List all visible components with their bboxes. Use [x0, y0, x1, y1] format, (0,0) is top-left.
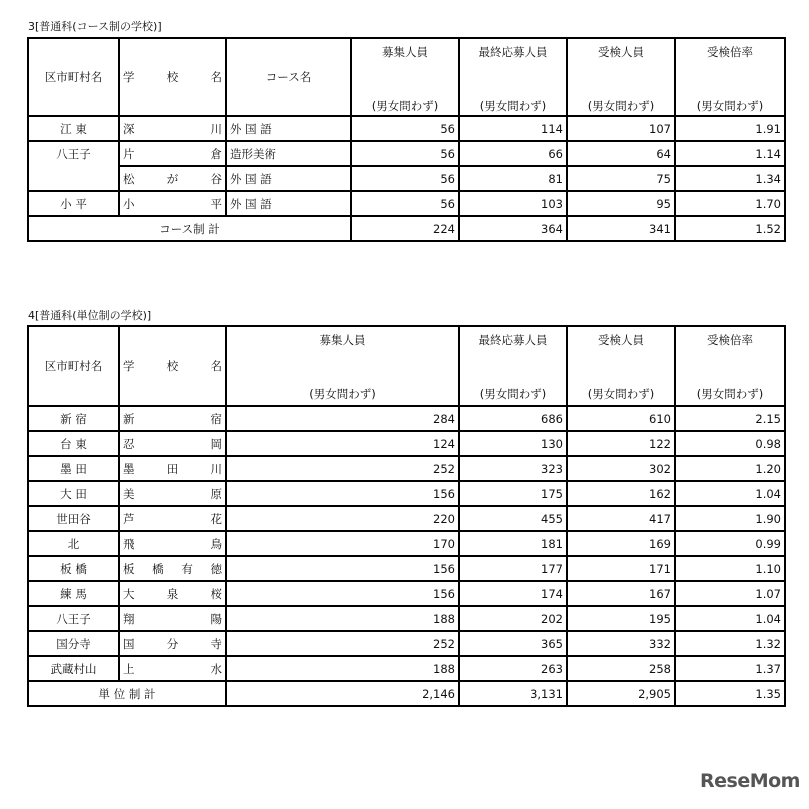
examinees-cell: 341	[567, 216, 675, 241]
recruit-cell: 156	[226, 481, 459, 506]
header-examinees	[567, 38, 675, 116]
header-sub: (男女問わず)	[371, 99, 439, 113]
table-row	[28, 506, 785, 531]
course-cell: 外 国 語	[226, 116, 351, 141]
district-cell: 八王子	[28, 606, 119, 631]
examinees-cell: 162	[567, 481, 675, 506]
applicants-cell: 103	[459, 191, 567, 216]
examinees-cell: 169	[567, 531, 675, 556]
examinees-cell: 195	[567, 606, 675, 631]
examinees-cell: 171	[567, 556, 675, 581]
ratio-cell: 0.99	[675, 531, 785, 556]
district-cell: 板 橋	[28, 556, 119, 581]
applicants-cell: 455	[459, 506, 567, 531]
applicants-cell: 81	[459, 166, 567, 191]
header-sub: (男女問わず)	[309, 387, 376, 401]
applicants-cell: 3,131	[459, 681, 567, 706]
header-label: 受検人員	[598, 45, 644, 59]
examinees-cell: 167	[567, 581, 675, 606]
applicants-cell: 323	[459, 456, 567, 481]
resemom-watermark-logo: ReseMom	[700, 770, 800, 792]
ratio-cell: 2.15	[675, 406, 785, 431]
applicants-cell: 177	[459, 556, 567, 581]
school-cell: 国分寺	[119, 631, 226, 656]
table-row	[28, 531, 785, 556]
examinees-cell: 332	[567, 631, 675, 656]
header-applicants	[459, 326, 567, 406]
district-cell: 世田谷	[28, 506, 119, 531]
table-row	[28, 431, 785, 456]
table-row	[28, 556, 785, 581]
applicants-cell: 114	[459, 116, 567, 141]
applicants-cell: 175	[459, 481, 567, 506]
applicants-cell: 174	[459, 581, 567, 606]
district-cell: 大 田	[28, 481, 119, 506]
recruit-cell: 252	[226, 456, 459, 481]
examinees-cell: 302	[567, 456, 675, 481]
ratio-cell: 0.98	[675, 431, 785, 456]
district-cell: 北	[28, 531, 119, 556]
header-sub: (男女問わず)	[479, 99, 547, 113]
header-district: 区市町村名	[28, 38, 119, 116]
ratio-cell: 1.90	[675, 506, 785, 531]
district-cell: 武蔵村山	[28, 656, 119, 681]
school-cell: 片倉	[119, 141, 226, 166]
recruit-cell: 2,146	[226, 681, 459, 706]
recruit-cell: 56	[351, 116, 459, 141]
applicants-cell: 263	[459, 656, 567, 681]
examinees-cell: 258	[567, 656, 675, 681]
district-cell: 小 平	[28, 191, 119, 216]
examinees-cell: 75	[567, 166, 675, 191]
recruit-cell: 56	[351, 166, 459, 191]
recruit-cell: 252	[226, 631, 459, 656]
ratio-cell: 1.35	[675, 681, 785, 706]
recruit-cell: 224	[351, 216, 459, 241]
header-school: 学 校 名	[119, 38, 226, 116]
district-cell: 練 馬	[28, 581, 119, 606]
course-cell: 外 国 語	[226, 166, 351, 191]
applicants-cell: 130	[459, 431, 567, 456]
school-cell: 大泉桜	[119, 581, 226, 606]
examinees-cell: 95	[567, 191, 675, 216]
recruit-cell: 284	[226, 406, 459, 431]
recruit-cell: 188	[226, 606, 459, 631]
course-cell: 造形美術	[226, 141, 351, 166]
recruit-cell: 220	[226, 506, 459, 531]
applicants-cell: 364	[459, 216, 567, 241]
header-sub: (男女問わず)	[696, 99, 764, 113]
course-cell: 外 国 語	[226, 191, 351, 216]
header-course: コース名	[226, 38, 351, 116]
applicants-cell: 181	[459, 531, 567, 556]
total-label: 単 位 制 計	[28, 681, 226, 706]
recruit-cell: 56	[351, 141, 459, 166]
district-cell: 新 宿	[28, 406, 119, 431]
school-cell: 墨田川	[119, 456, 226, 481]
table-row	[28, 191, 785, 216]
recruit-cell: 56	[351, 191, 459, 216]
recruit-cell: 156	[226, 581, 459, 606]
school-cell: 飛鳥	[119, 531, 226, 556]
header-applicants	[459, 38, 567, 116]
credit-system-table	[27, 325, 786, 707]
ratio-cell: 1.52	[675, 216, 785, 241]
total-row	[28, 216, 785, 241]
ratio-cell: 1.37	[675, 656, 785, 681]
school-cell: 芦花	[119, 506, 226, 531]
examinees-cell: 107	[567, 116, 675, 141]
ratio-cell: 1.07	[675, 581, 785, 606]
applicants-cell: 365	[459, 631, 567, 656]
ratio-cell: 1.14	[675, 141, 785, 166]
applicants-cell: 202	[459, 606, 567, 631]
header-sub: (男女問わず)	[479, 387, 547, 401]
ratio-cell: 1.04	[675, 606, 785, 631]
table-row	[28, 656, 785, 681]
table-row	[28, 116, 785, 141]
header-sub: (男女問わず)	[587, 387, 655, 401]
applicants-cell: 66	[459, 141, 567, 166]
ratio-cell: 1.20	[675, 456, 785, 481]
header-label: 受検倍率	[707, 333, 753, 347]
recruit-cell: 124	[226, 431, 459, 456]
total-label: コース制 計	[28, 216, 351, 241]
header-label: 受検人員	[598, 333, 644, 347]
table-row	[28, 166, 785, 191]
ratio-cell: 1.70	[675, 191, 785, 216]
course-system-table	[27, 37, 786, 242]
examinees-cell: 417	[567, 506, 675, 531]
district-cell: 国分寺	[28, 631, 119, 656]
header-sub: (男女問わず)	[696, 387, 764, 401]
recruit-cell: 156	[226, 556, 459, 581]
total-row	[28, 681, 785, 706]
examinees-cell: 610	[567, 406, 675, 431]
header-school: 学 校 名	[119, 326, 226, 406]
header-district: 区市町村名	[28, 326, 119, 406]
ratio-cell: 1.32	[675, 631, 785, 656]
recruit-cell: 170	[226, 531, 459, 556]
header-label: 募集人員	[319, 333, 366, 347]
header-recruit	[226, 326, 459, 406]
ratio-cell: 1.34	[675, 166, 785, 191]
school-cell: 松が谷	[119, 166, 226, 191]
header-recruit	[351, 38, 459, 116]
section-3-title: 3[普通科(コース制の学校)]	[28, 20, 162, 33]
district-cell: 江 東	[28, 116, 119, 141]
school-cell: 上水	[119, 656, 226, 681]
ratio-cell: 1.91	[675, 116, 785, 141]
school-cell: 新宿	[119, 406, 226, 431]
ratio-cell: 1.10	[675, 556, 785, 581]
examinees-cell: 2,905	[567, 681, 675, 706]
table-row	[28, 606, 785, 631]
school-cell: 忍岡	[119, 431, 226, 456]
header-label: 受検倍率	[707, 45, 753, 59]
district-cell: 墨 田	[28, 456, 119, 481]
examinees-cell: 122	[567, 431, 675, 456]
school-cell: 深川	[119, 116, 226, 141]
header-ratio	[675, 326, 785, 406]
table-row	[28, 581, 785, 606]
ratio-cell: 1.04	[675, 481, 785, 506]
table-row	[28, 631, 785, 656]
school-cell: 翔陽	[119, 606, 226, 631]
applicants-cell: 686	[459, 406, 567, 431]
school-cell: 板橋有徳	[119, 556, 226, 581]
examinees-cell: 64	[567, 141, 675, 166]
school-cell: 美原	[119, 481, 226, 506]
header-sub: (男女問わず)	[587, 99, 655, 113]
section-4-title: 4[普通科(単位制の学校)]	[28, 309, 152, 322]
recruit-cell: 188	[226, 656, 459, 681]
table-row	[28, 481, 785, 506]
header-label: 最終応募人員	[478, 333, 548, 347]
header-examinees	[567, 326, 675, 406]
district-cell: 八王子	[28, 141, 119, 191]
district-cell: 台 東	[28, 431, 119, 456]
header-label: 募集人員	[382, 45, 428, 59]
table-row	[28, 456, 785, 481]
school-cell: 小平	[119, 191, 226, 216]
header-label: 最終応募人員	[478, 45, 548, 59]
table-row	[28, 141, 785, 166]
header-ratio	[675, 38, 785, 116]
table-row	[28, 406, 785, 431]
